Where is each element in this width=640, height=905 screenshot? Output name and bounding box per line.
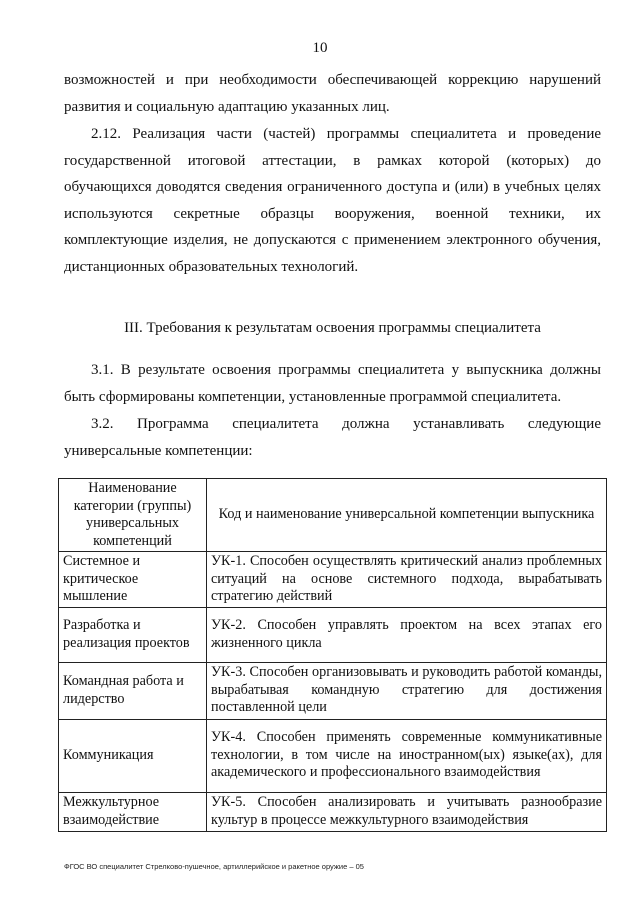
table-row (59, 792, 607, 831)
row-category: Системное и критическое мышление (59, 552, 207, 608)
paragraph-3-2-line1: 3.2. Программа специалитета должна устанавливать следующие (91, 416, 601, 432)
paragraph-3-1: 3.1. В результате освоения программы специалитета у выпускника должны быть сформированы компетенции, установленные программой специалитета. (64, 362, 601, 405)
row-category: Коммуникация (59, 719, 207, 792)
table-row (59, 552, 607, 608)
header-code: Код и наименование универсальной компетенции выпускника (207, 479, 607, 552)
row-competence: УК-2. Способен управлять проектом на всех этапах его жизненного цикла (207, 607, 607, 662)
row-category: Межкультурное взаимодействие (59, 792, 207, 831)
paragraph-3-2-line2: универсальные компетенции: (64, 442, 253, 459)
section-heading: III. Требования к результатам освоения программы специалитета (124, 320, 541, 336)
row-competence: УК-4. Способен применять современные коммуникативные технологии, в том числе на иностранном(ых) языке(ах), для академического и профессионального взаимодействия (207, 719, 607, 792)
table-header-row (59, 479, 607, 552)
table-row (59, 719, 607, 792)
paragraph-3-2 (64, 411, 601, 464)
row-competence: УК-3. Способен организовывать и руководить работой команды, вырабатывая командную стратегию для достижения поставленной цели (207, 662, 607, 719)
header-category: Наименование категории (группы) универсальных компетенций (59, 479, 207, 552)
paragraph-continued: возможностей и при необходимости обеспечивающей коррекцию нарушений развития и социальную адаптацию указанных лиц. (64, 72, 601, 115)
row-category: Разработка и реализация проектов (59, 607, 207, 662)
page-number: 10 (312, 40, 328, 56)
row-competence: УК-1. Способен осуществлять критический анализ проблемных ситуаций на основе системного подхода, вырабатывать стратегию действий (207, 552, 607, 608)
row-competence: УК-5. Способен анализировать и учитывать разнообразие культур в процессе межкультурного взаимодействия (207, 792, 607, 831)
table-row (59, 607, 607, 662)
paragraph-2-12: 2.12. Реализация части (частей) программы специалитета и проведение государственной итоговой аттестации, в рамках которой (которых) до обучающихся доводятся сведения ограниченного доступа и (или) в учебных целях используются секретные образцы вооружения, военной техники, их комплектующие изделия, не допускаются с применением электронного обучения, дистанционных образовательных технологий. (64, 126, 601, 275)
table-row (59, 662, 607, 719)
row-category: Командная работа и лидерство (59, 662, 207, 719)
competencies-table (58, 478, 607, 832)
page-footer: ФГОС ВО специалитет Стрелково-пушечное, артиллерийское и ракетное оружие – 05 (64, 862, 364, 871)
